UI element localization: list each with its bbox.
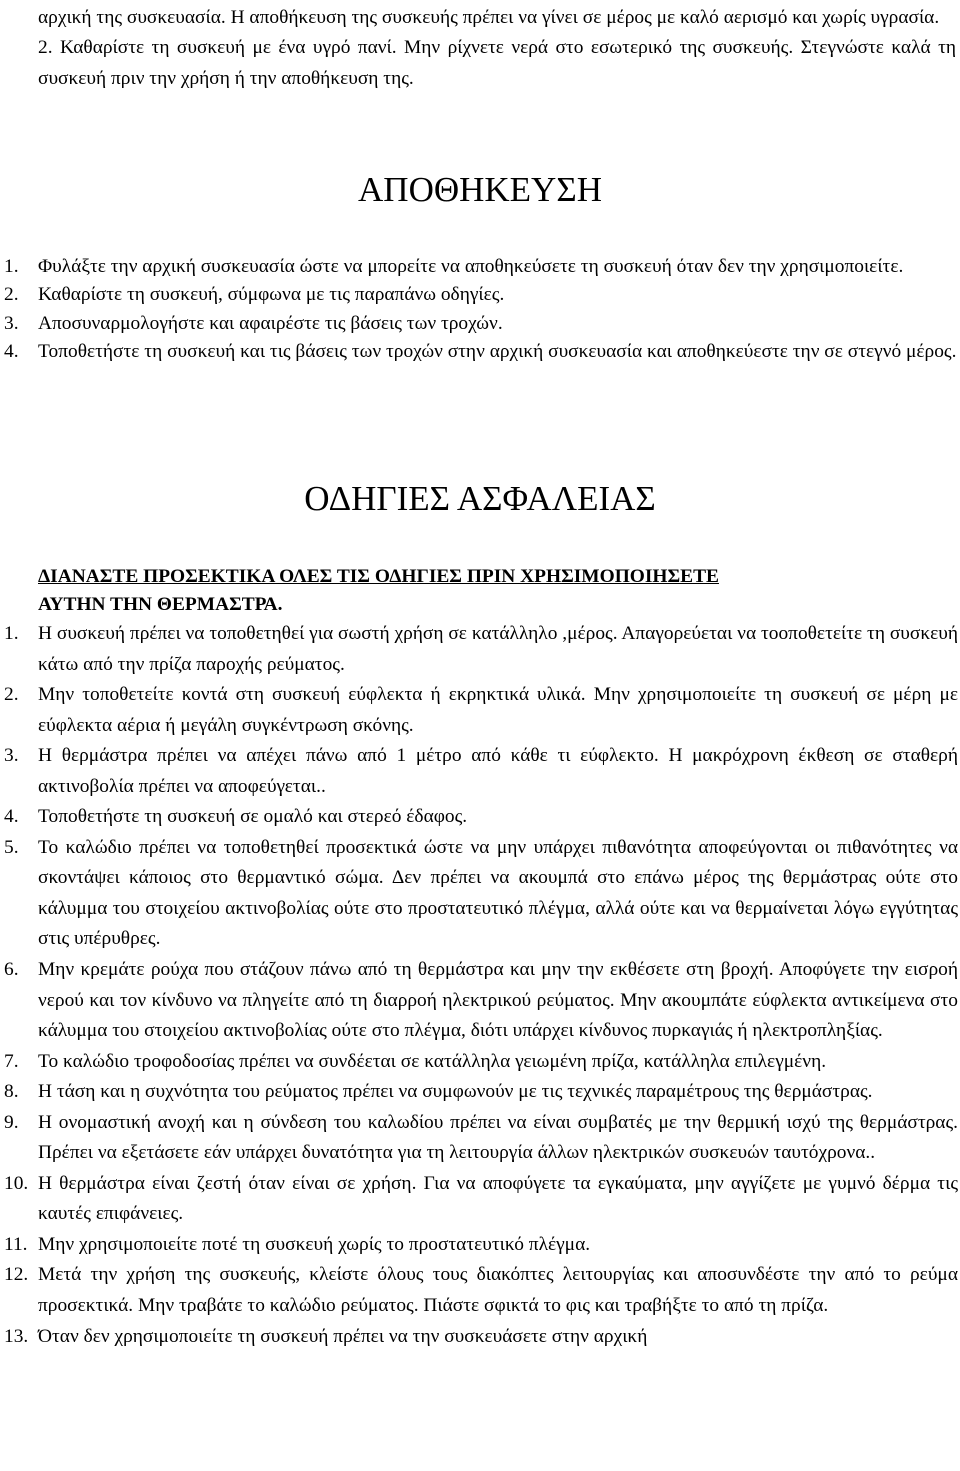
list-item <box>0 1108 958 1169</box>
list-item-text: Αποσυναρμολογήστε και αφαιρέστε τις βάσεις των τροχών. <box>38 312 503 334</box>
list-item-text: Τοποθετήστε τη συσκευή σε ομαλό και στερεό έδαφος. <box>38 806 468 828</box>
list-item-text: Το καλώδιο τροφοδοσίας πρέπει να συνδέεται σε κατάλληλα γειωμένη πρίζα, κατάλληλα επιλεγμένη. <box>38 1050 827 1072</box>
list-item <box>0 833 958 955</box>
intro-item-2 <box>38 33 956 94</box>
list-item-number: 1. <box>4 623 19 644</box>
list-item <box>0 680 958 741</box>
list-item-number: 10. <box>4 1172 29 1194</box>
safety-list <box>0 619 958 1352</box>
list-item-text: Μην κρεμάτε ρούχα που στάζουν πάνω από τη θερμάστρα και μην την εκθέσετε στη βροχή. Αποφύγετε την εισροή νερού και τον κίνδυνο να πληγείτε από τη διαρροή ηλεκτρικού ρεύματος. Μην ακουμπάτε εύφλεκτα αντικείμενα στο κάλυμμα του στοιχείου ακτινοβολίας ούτε στο πλέγμα, διότι υπάρχει κίνδυνος πυρκαγιάς ή ηλεκτροπληξίας. <box>38 959 958 1042</box>
safety-heading: ΟΔΗΓΙΕΣ ΑΣΦΑΛΕΙΑΣ <box>304 479 656 518</box>
list-item-number: 6. <box>4 959 19 981</box>
list-item-number: 4. <box>4 806 19 828</box>
list-item-text: Μην τοποθετείτε κοντά στη συσκευή εύφλεκτα ή εκρηκτικά υλικά. Μην χρησιμοποιείτε τη συσκευή σε μέρη με εύφλεκτα αέρια ή μεγάλη συγκέντρωση σκόνης. <box>38 684 958 736</box>
list-item-number: 2. <box>4 284 19 306</box>
list-item <box>0 1077 958 1108</box>
list-item-number: 13. <box>4 1325 29 1347</box>
list-item <box>0 1169 958 1230</box>
list-item-number: 5. <box>4 836 19 858</box>
list-item-text: Το καλώδιο πρέπει να τοποθετηθεί προσεκτικά ώστε να μην υπάρχει πιθανότητα αποφεύγονται οι πιθανότητες να σκοντάψει κάποιος στο θερμαντικό σώμα. Δεν πρέπει να ακουμπά στο επάνω μέρος της θερμάστρας ούτε στο κάλυμμα του στοιχείου ακτινοβολίας ούτε στο προστατευτικό πλέγμα, αλλά ούτε και να θερμαίνεται λόγω εγγύτητας στις υπέρυθρες. <box>38 836 958 950</box>
intro-section <box>38 3 956 94</box>
list-item-number: 3. <box>4 745 19 767</box>
list-item-number: 3. <box>4 312 19 334</box>
intro-item-2-text: Καθαρίστε τη συσκευή με ένα υγρό πανί. Μην ρίχνετε νερά στο εσωτερικό της συσκευής. Στεγνώστε καλά τη συσκευή πριν την χρήση ή την αποθήκευση της. <box>38 37 956 89</box>
list-item-text: Τοποθετήστε τη συσκευή και τις βάσεις των τροχών στην αρχική συσκευασία και αποθηκεύεστε την σε στεγνό μέρος. <box>38 340 957 362</box>
list-item-number: 1. <box>4 256 19 277</box>
intro-item-2-number: 2. <box>38 37 53 59</box>
list-item <box>0 310 958 338</box>
storage-heading: ΑΠΟΘΗΚΕΥΣΗ <box>358 170 602 209</box>
list-item-number: 4. <box>4 340 19 362</box>
list-item-number: 8. <box>4 1081 19 1103</box>
list-item-text: Μην χρησιμοποιείτε ποτέ τη συσκευή χωρίς το προστατευτικό πλέγμα. <box>38 1233 591 1255</box>
list-item-number: 7. <box>4 1050 19 1072</box>
intro-paragraph: αρχική της συσκευασία. Η αποθήκευση της συσκευής πρέπει να γίνει σε μέρος με καλό αερισμό και χωρίς υγρασία. <box>38 7 940 28</box>
list-item-text: Η συσκευή πρέπει να τοποθετηθεί για σωστή χρήση σε κατάλληλο ,μέρος. Απαγορεύεται να τοοποθετείτε τη συσκευή κάτω από την πρίζα παροχής ρεύματος. <box>38 623 958 675</box>
list-item <box>0 955 958 1047</box>
list-item-number: 2. <box>4 684 19 706</box>
list-item-number: 12. <box>4 1264 29 1286</box>
list-item-text: Φυλάξτε την αρχική συσκευασία ώστε να μπορείτε να αποθηκεύσετε τη συσκευή όταν δεν την χρησιμοποιείτε. <box>38 256 904 277</box>
list-item <box>0 1230 958 1261</box>
list-item-text: Μετά την χρήση της συσκευής, κλείστε όλους τους διακόπτες λειτουργίας και αποσυνδέστε την από το ρεύμα προσεκτικά. Μην τραβάτε το καλώδιο ρεύματος. Πιάστε σφικτά το φις και τραβήξτε το από τη πρίζα. <box>38 1264 958 1317</box>
list-item <box>0 802 958 833</box>
safety-warning-underlined: ΔΙΑΝΑΣΤΕ ΠΡΟΣΕΚΤΙΚΑ ΟΛΕΣ ΤΙΣ ΟΔΗΓΙΕΣ ΠΡΙΝ ΧΡΗΣΙΜΟΠΟΙΗΣΕΤΕ <box>38 566 719 587</box>
safety-warning <box>38 563 956 619</box>
list-item <box>0 281 958 309</box>
list-item-text: Η θερμάστρα πρέπει να απέχει πάνω από 1 μέτρο από κάθε τι εύφλεκτο. Η μακρόχρονη έκθεση σε σταθερή ακτινοβολία πρέπει να αποφεύγεται.. <box>38 745 958 797</box>
list-item <box>0 619 958 680</box>
list-item <box>0 1047 958 1078</box>
safety-warning-rest: ΑΥΤΗΝ ΤΗΝ ΘΕΡΜΑΣΤΡΑ. <box>38 594 283 615</box>
list-item <box>0 338 958 366</box>
list-item-number: 11. <box>4 1233 28 1255</box>
list-item <box>0 1260 958 1321</box>
storage-list <box>0 253 958 366</box>
list-item <box>0 253 958 281</box>
list-item-number: 9. <box>4 1111 19 1133</box>
list-item-text: Η ονομαστική ανοχή και η σύνδεση του καλωδίου πρέπει να είναι συμβατές με την θερμική ισχύ της θερμάστρας. Πρέπει να εξετάσετε εάν υπάρχει δυνατότητα για τη λειτουργία άλλων ηλεκτρικών συσκευών ταυτόχρονα.. <box>38 1111 958 1164</box>
list-item-text: Η τάση και η συχνότητα του ρεύματος πρέπει να συμφωνούν με τις τεχνικές παραμέτρους της θερμάστρας. <box>38 1081 873 1103</box>
list-item-text: Η θερμάστρα είναι ζεστή όταν είναι σε χρήση. Για να αποφύγετε τα εγκαύματα, μην αγγίζετε με γυμνό δέρμα τις καυτές επιφάνειες. <box>38 1172 958 1225</box>
list-item <box>0 741 958 802</box>
list-item-text: Όταν δεν χρησιμοποιείτε τη συσκευή πρέπει να την συσκευάσετε στην αρχική <box>38 1325 648 1347</box>
list-item <box>0 1322 958 1353</box>
list-item-text: Καθαρίστε τη συσκευή, σύμφωνα με τις παραπάνω οδηγίες. <box>38 284 505 306</box>
